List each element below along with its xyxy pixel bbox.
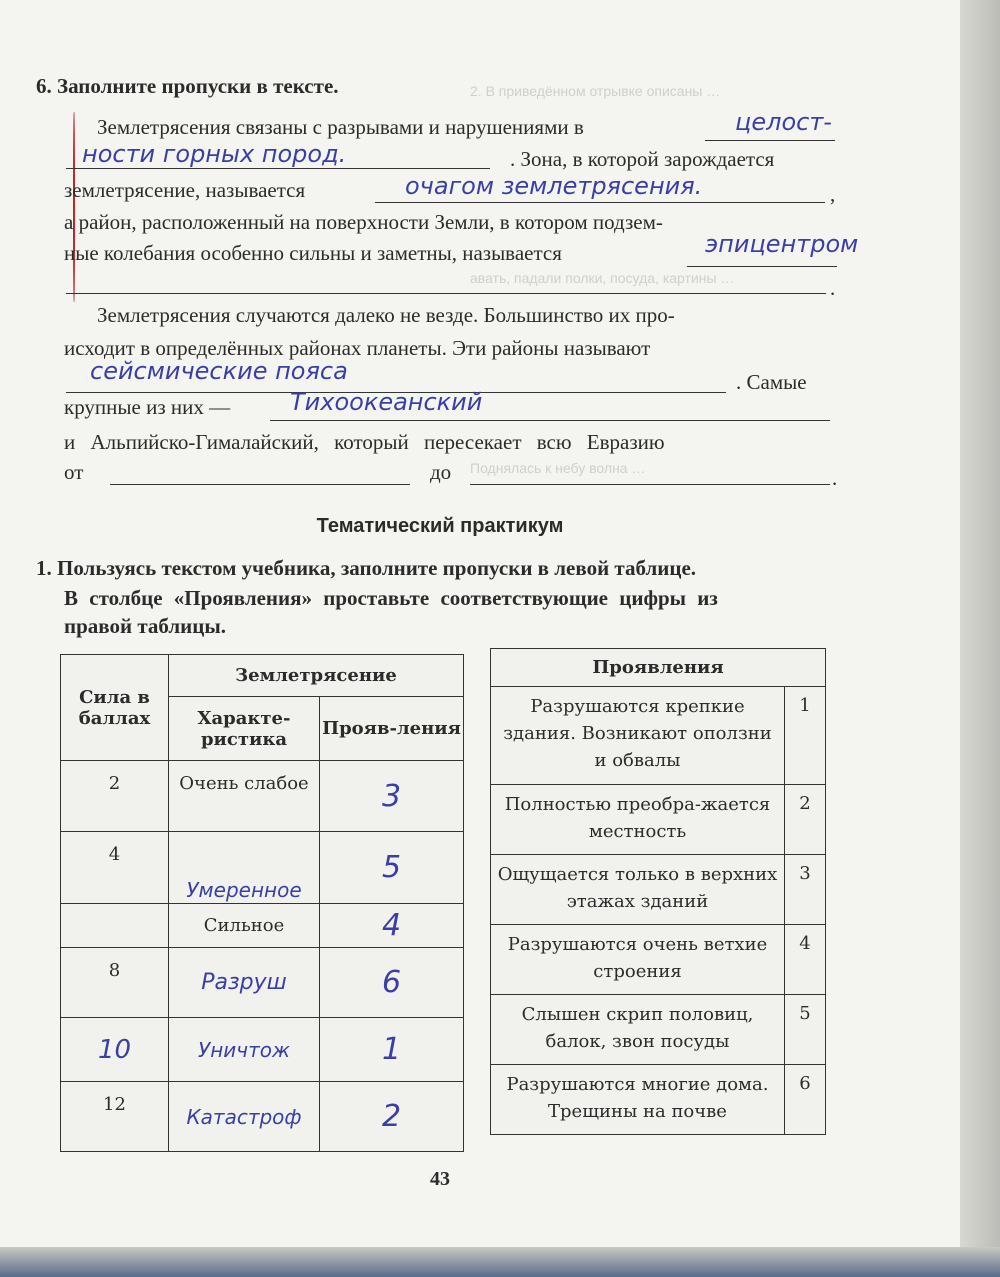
answer-blank[interactable] [66, 168, 490, 169]
force-handwritten: 10 [97, 1034, 132, 1065]
manifestation-number [785, 785, 826, 855]
text-line: а район, расположенный на поверхности Земли, в котором подзем- [64, 210, 663, 234]
bleed-through-text: 2. В приведённом отрывке описаны … [470, 83, 721, 99]
manifestation-number [785, 1065, 826, 1135]
force-value: 4 [108, 844, 121, 865]
manifestation-num: 2 [799, 793, 811, 814]
right-header [491, 649, 826, 687]
cell-manif[interactable] [320, 761, 464, 832]
cell-manif[interactable] [320, 832, 464, 904]
manif-handwritten: 1 [381, 1032, 402, 1067]
manifestation-text [491, 925, 785, 995]
char-handwritten: Уничтож [198, 1037, 290, 1062]
manifestation-num: 4 [799, 933, 811, 954]
manif-handwritten: 4 [381, 908, 402, 943]
manifestation-number [785, 925, 826, 995]
cell-char[interactable] [169, 1082, 320, 1152]
force-value: 12 [103, 1094, 126, 1115]
header-manif-label: Прояв-ления [322, 718, 461, 739]
manifestation-label: Разрушаются крепкие здания. Возникают оползни и обвалы [503, 696, 772, 771]
text-line: до [430, 460, 452, 484]
manifestation-number [785, 855, 826, 925]
manifestation-label: Ощущается только в верхних этажах зданий [497, 864, 778, 912]
cell-force [61, 948, 169, 1018]
header-group [169, 655, 464, 697]
text-line: от [64, 460, 84, 484]
cell-force [61, 761, 169, 832]
manifestation-label: Разрушаются многие дома. Трещины на почве [506, 1074, 769, 1122]
manifestation-text [491, 1065, 785, 1135]
answer-blank[interactable] [705, 140, 835, 141]
cell-force [61, 1082, 169, 1152]
book-edge-bottom [0, 1247, 1000, 1277]
manifestation-num: 5 [799, 1003, 811, 1024]
manif-handwritten: 5 [381, 850, 402, 885]
left-table [60, 654, 464, 1152]
table-row [61, 761, 464, 832]
answer-blank[interactable] [66, 293, 826, 294]
cell-char [169, 904, 320, 948]
exercise-1-line: правой таблицы. [64, 614, 227, 638]
text-line: Землетрясения связаны с разрывами и нарушениями в [97, 115, 584, 139]
text-line: Землетрясения случаются далеко не везде. Большинство их про- [97, 303, 675, 327]
bleed-through-text: авать, падали полки, посуда, картины … [470, 270, 735, 286]
table-row [491, 925, 826, 995]
text-line: . Зона, в которой зарождается [510, 147, 775, 171]
handwritten-answer: сейсмические пояса [90, 357, 348, 385]
table-row [61, 1082, 464, 1152]
force-value: 2 [108, 773, 121, 794]
table-row [491, 995, 826, 1065]
header-force [61, 655, 169, 761]
table-row [491, 1065, 826, 1135]
handwritten-answer: целост- [735, 108, 832, 136]
table-row [61, 832, 464, 904]
char-handwritten: Катастроф [186, 1104, 302, 1129]
text-line: исходит в определённых районах планеты. Эти районы называют [64, 336, 651, 360]
table-row [61, 948, 464, 1018]
cell-char[interactable] [169, 1018, 320, 1082]
char-handwritten: Разруш [201, 970, 287, 995]
cell-manif[interactable] [320, 1082, 464, 1152]
text-line: . [832, 466, 838, 490]
cell-force[interactable] [61, 904, 169, 948]
manifestation-text [491, 995, 785, 1065]
table-row [491, 785, 826, 855]
manifestation-text [491, 785, 785, 855]
table-row [491, 855, 826, 925]
right-table [490, 648, 826, 1135]
manifestation-number [785, 687, 826, 785]
manifestation-label: Полностью преобра-жается местность [504, 794, 771, 842]
manif-handwritten: 6 [381, 965, 402, 1000]
cell-char[interactable] [169, 761, 320, 832]
cell-char[interactable] [169, 948, 320, 1018]
text-line: землетрясение, называется [64, 178, 306, 202]
text-line: ные колебания особенно сильны и заметны, называется [64, 241, 562, 265]
manifestation-num: 1 [799, 695, 811, 716]
cell-manif[interactable] [320, 1018, 464, 1082]
right-header-label: Проявления [592, 657, 724, 678]
char-value: Очень слабое [179, 773, 309, 794]
table-row [491, 687, 826, 785]
cell-force[interactable] [61, 1018, 169, 1082]
book-edge [960, 0, 1000, 1277]
page-number: 43 [430, 1168, 450, 1190]
table-row [61, 904, 464, 948]
manifestation-num: 6 [799, 1073, 811, 1094]
header-force-label: Сила в баллах [78, 686, 151, 729]
answer-blank[interactable] [687, 266, 837, 267]
answer-blank[interactable] [375, 202, 825, 203]
cell-force [61, 832, 169, 904]
cell-manif[interactable] [320, 904, 464, 948]
answer-blank[interactable] [270, 420, 830, 421]
force-value: 8 [108, 960, 121, 981]
header-manif [320, 697, 464, 761]
exercise-1-line: 1. Пользуясь текстом учебника, заполните пропуски в левой таблице. [36, 556, 697, 580]
handwritten-answer: очагом землетрясения. [405, 172, 703, 200]
manifestation-number [785, 995, 826, 1065]
table-row [61, 1018, 464, 1082]
manifestation-num: 3 [799, 863, 811, 884]
text-line: , [830, 182, 836, 206]
answer-blank[interactable] [110, 484, 410, 485]
manifestation-text [491, 687, 785, 785]
text-line: и Альпийско-Гималайский, который пересекает всю Евразию [64, 430, 665, 454]
header-char-label: Характе-ристика [197, 707, 291, 750]
section-title: Тематический практикум [316, 515, 564, 537]
text-line: . Самые [736, 370, 807, 394]
manifestation-label: Слышен скрип половиц, балок, звон посуды [521, 1004, 754, 1052]
header-group-label: Землетрясение [235, 665, 397, 686]
answer-blank[interactable] [470, 484, 830, 485]
text-line: крупные из них — [64, 395, 231, 419]
text-line: . [830, 276, 836, 300]
header-char [169, 697, 320, 761]
cell-manif[interactable] [320, 948, 464, 1018]
bleed-through-text: Поднялась к небу волна … [470, 460, 646, 476]
char-handwritten: Умеренное [186, 878, 302, 902]
handwritten-answer: эпицентром [705, 230, 859, 258]
manifestation-label: Разрушаются очень ветхие строения [507, 934, 768, 982]
cell-char[interactable] [169, 832, 320, 904]
red-pen-mark [73, 112, 75, 302]
exercise-1-line: В столбце «Проявления» проставьте соответствующие цифры из [64, 586, 718, 610]
manif-handwritten: 3 [381, 778, 402, 814]
manifestation-text [491, 855, 785, 925]
char-value: Сильное [203, 915, 285, 936]
handwritten-answer: Тихоокеанский [290, 388, 483, 416]
exercise-6-title: 6. Заполните пропуски в тексте. [36, 74, 339, 98]
manif-handwritten: 2 [381, 1099, 402, 1134]
handwritten-answer: ности горных пород. [82, 140, 347, 168]
